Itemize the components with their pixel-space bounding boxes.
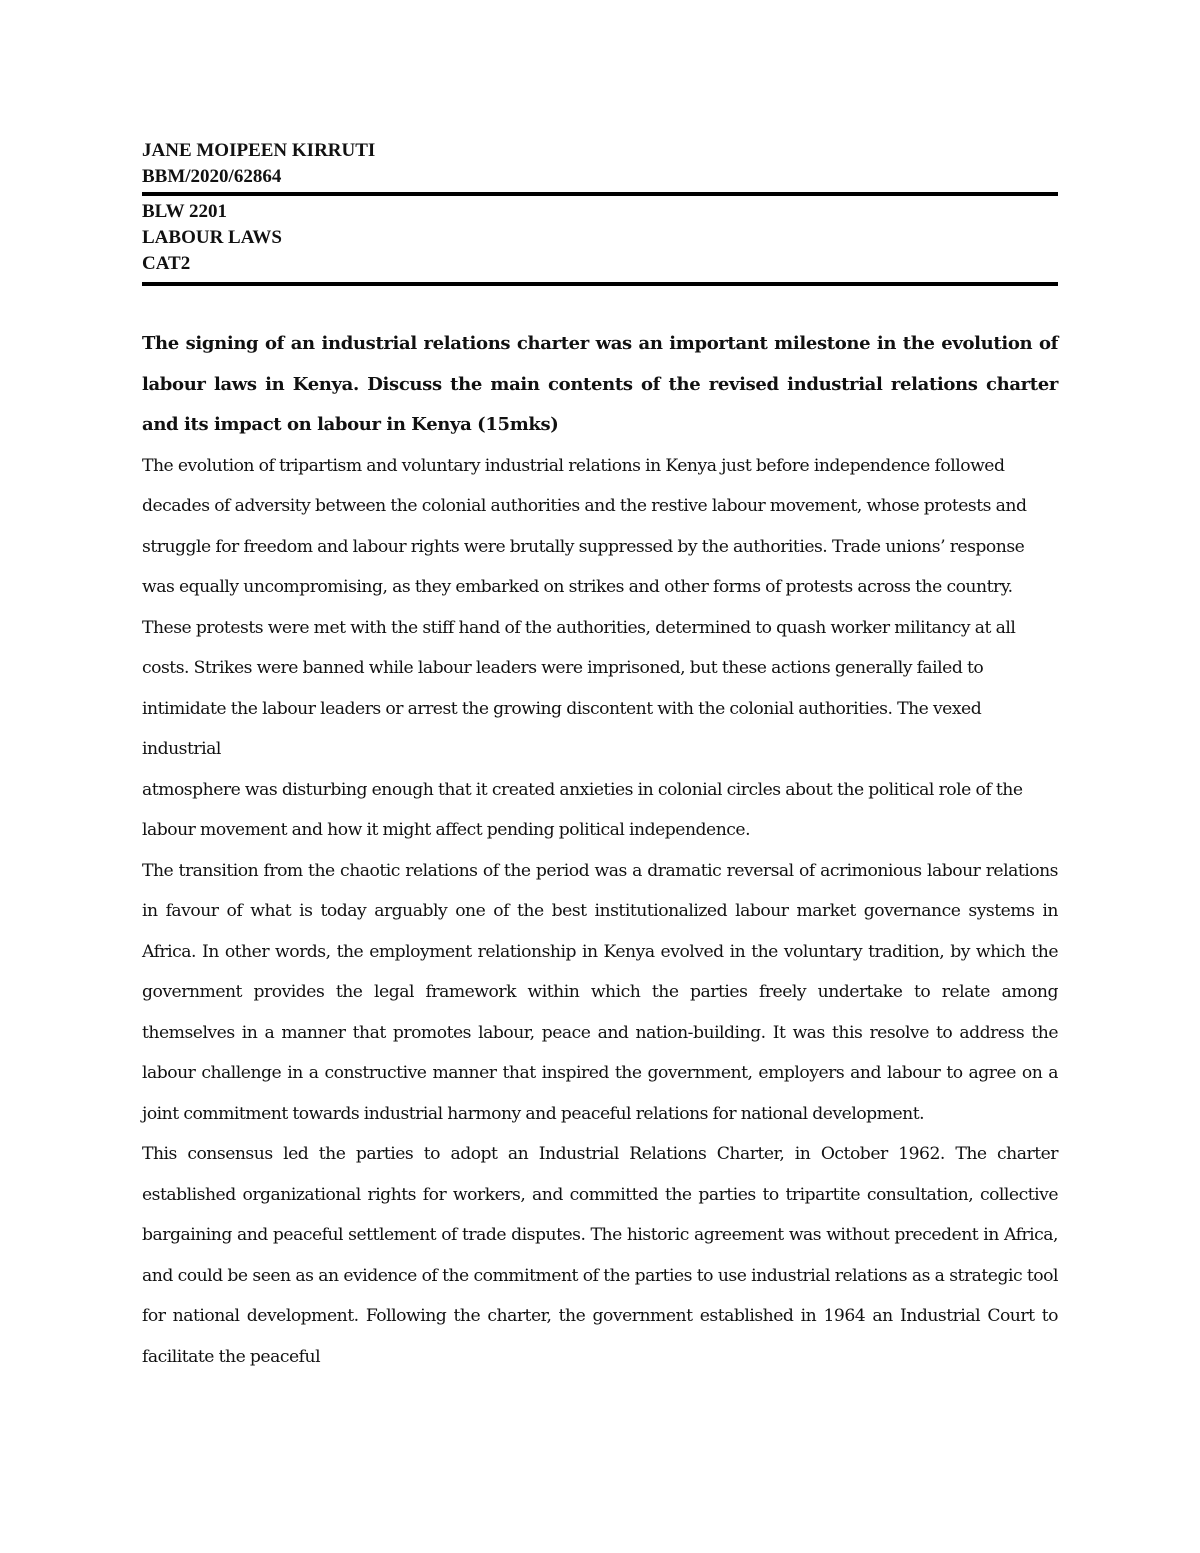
body-paragraph-4: This consensus led the parties to adopt an Industrial Relations Charter, in October 1962. The charter established organizational rights for workers, and committed the parties to tripartite consultation, collective bargaining and peaceful settlement of trade disputes. The historic agreement was without precedent in Africa, and could be seen as an evidence of the commitment of the parties to use industrial relations as a strategic tool for national development. Following the charter, the government established in 1964 an Industrial Court to facilitate the peaceful: [142, 1144, 1058, 1367]
question-text: The signing of an industrial relations charter was an important milestone in the evolution of labour laws in Kenya. Discuss the main contents of the revised industrial relations charter and its impact on labour in Kenya (15mks): [142, 333, 1058, 435]
document-page: [142, 138, 1058, 1377]
body-paragraph-2: atmosphere was disturbing enough that it created anxieties in colonial circles about the political role of the labour movement and how it might affect pending political independence.: [142, 779, 1023, 840]
body-paragraph-1: The evolution of tripartism and voluntary industrial relations in Kenya just before independence followed decades of adversity between the colonial authorities and the restive labour movement, whose protests and struggle for freedom and labour rights were brutally suppressed by the authorities. Trade unions’ response was equally uncompromising, as they embarked on strikes and other forms of protests across the country. These protests were met with the stiff hand of the authorities, determined to quash worker militancy at all costs. Strikes were banned while labour leaders were imprisoned, but these actions generally failed to intimidate the labour leaders or arrest the growing discontent with the colonial authorities. The vexed industrial: [142, 455, 1027, 759]
course-code: BLW 2201: [142, 201, 228, 222]
student-name: JANE MOIPEEN KIRRUTI: [142, 140, 376, 161]
registration-number: BBM/2020/62864: [142, 166, 282, 187]
header-divider-bottom: [142, 282, 1058, 286]
assessment-label: CAT2: [142, 253, 191, 274]
body-paragraph-3: The transition from the chaotic relations of the period was a dramatic reversal of acrimonious labour relations in favour of what is today arguably one of the best institutionalized labour market governance systems in Africa. In other words, the employment relationship in Kenya evolved in the voluntary tradition, by which the government provides the legal framework within which the parties freely undertake to relate among themselves in a manner that promotes labour, peace and nation-building. It was this resolve to address the labour challenge in a constructive manner that inspired the government, employers and labour to agree on a joint commitment towards industrial harmony and peaceful relations for national development.: [142, 860, 1058, 1124]
header-divider-top: [142, 192, 1058, 196]
course-title: LABOUR LAWS: [142, 227, 282, 248]
